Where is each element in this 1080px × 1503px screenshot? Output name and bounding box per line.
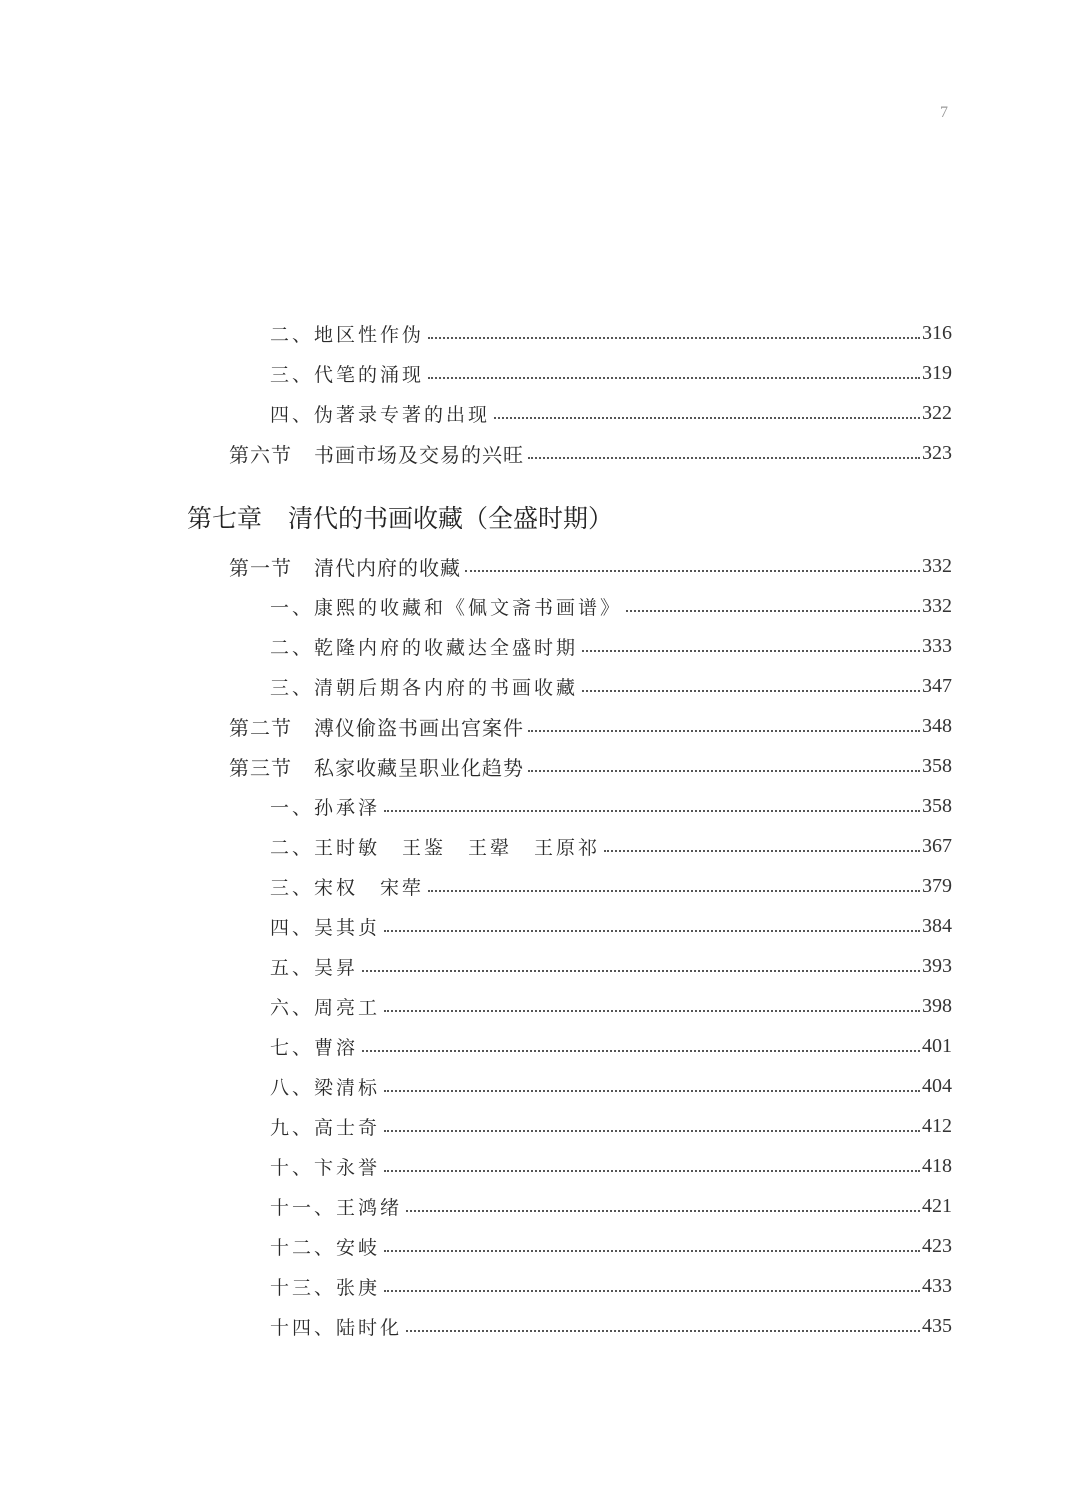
- toc-entry-page: 319: [922, 361, 952, 384]
- chapter-heading[interactable]: [187, 497, 613, 537]
- dot-leader: [406, 1210, 920, 1212]
- toc-entry-page: 404: [922, 1074, 952, 1097]
- toc-entry[interactable]: [270, 353, 952, 393]
- toc-entry-title: 三、宋权 宋荦: [270, 876, 425, 899]
- toc-entry-title: 二、乾隆内府的收藏达全盛时期: [270, 636, 579, 659]
- toc-section[interactable]: [229, 546, 952, 586]
- toc-entry-title: 九、高士奇: [270, 1116, 381, 1139]
- dot-leader: [384, 1170, 920, 1172]
- toc-entry[interactable]: [270, 826, 952, 866]
- toc-entry-title: 二、王时敏 王鉴 王翚 王原祁: [270, 836, 601, 859]
- toc-entry[interactable]: [270, 1146, 952, 1186]
- toc-section[interactable]: [229, 433, 952, 473]
- toc-entry-title: 一、孙承泽: [270, 796, 381, 819]
- dot-leader: [528, 457, 920, 459]
- toc-entry-title: 五、吴昇: [270, 956, 359, 979]
- toc-entry-title: 十四、陆时化: [270, 1316, 403, 1339]
- dot-leader: [465, 570, 920, 572]
- dot-leader: [362, 1050, 920, 1052]
- toc-entry[interactable]: [270, 1106, 952, 1146]
- dot-leader: [384, 1090, 920, 1092]
- dot-leader: [528, 770, 920, 772]
- dot-leader: [384, 1010, 920, 1012]
- section-label: 第六节: [229, 442, 292, 467]
- section-label: 第二节: [229, 715, 292, 740]
- section-page: 323: [922, 441, 952, 464]
- toc-entry-page: 332: [922, 594, 952, 617]
- toc-entry[interactable]: [270, 1066, 952, 1106]
- dot-leader: [494, 417, 920, 419]
- dot-leader: [384, 930, 920, 932]
- toc-entry-title: 十三、张庚: [270, 1276, 381, 1299]
- toc-entry-title: 七、曹溶: [270, 1036, 359, 1059]
- dot-leader: [582, 690, 920, 692]
- dot-leader: [428, 337, 920, 339]
- toc-entry-title: 一、康熙的收藏和《佩文斋书画谱》: [270, 596, 623, 619]
- toc-entry[interactable]: [270, 393, 952, 433]
- toc-entry-page: 418: [922, 1154, 952, 1177]
- section-title: 书画市场及交易的兴旺: [314, 442, 524, 467]
- section-page: 332: [922, 554, 952, 577]
- dot-leader: [528, 730, 920, 732]
- toc-entry-page: 347: [922, 674, 952, 697]
- toc-entry-page: 423: [922, 1234, 952, 1257]
- toc-entry-title: 六、周亮工: [270, 996, 381, 1019]
- dot-leader: [406, 1330, 920, 1332]
- toc-entry[interactable]: [270, 1186, 952, 1226]
- dot-leader: [362, 970, 920, 972]
- toc-entry-title: 四、伪著录专著的出现: [270, 403, 491, 426]
- toc-entry[interactable]: [270, 1026, 952, 1066]
- dot-leader: [582, 650, 920, 652]
- toc-entry[interactable]: [270, 1226, 952, 1266]
- section-title: 私家收藏呈职业化趋势: [314, 755, 524, 780]
- section-label: 第一节: [229, 555, 292, 580]
- toc-entry-page: 433: [922, 1274, 952, 1297]
- toc-entry-title: 三、清朝后期各内府的书画收藏: [270, 676, 579, 699]
- toc-entry[interactable]: [270, 866, 952, 906]
- toc-section[interactable]: [229, 706, 952, 746]
- section-title: 溥仪偷盗书画出宫案件: [314, 715, 524, 740]
- chapter-label: 第七章: [187, 504, 263, 533]
- toc-entry[interactable]: [270, 1266, 952, 1306]
- toc-entry-title: 四、吴其贞: [270, 916, 381, 939]
- toc-entry-page: 333: [922, 634, 952, 657]
- toc-section[interactable]: [229, 746, 952, 786]
- toc-entry-title: 八、梁清标: [270, 1076, 381, 1099]
- dot-leader: [626, 610, 920, 612]
- toc-entry[interactable]: [270, 666, 952, 706]
- toc-entry-page: 421: [922, 1194, 952, 1217]
- toc-entry[interactable]: [270, 786, 952, 826]
- dot-leader: [384, 1290, 920, 1292]
- toc-entry-page: 367: [922, 834, 952, 857]
- toc-entry-page: 435: [922, 1314, 952, 1337]
- toc-entry[interactable]: [270, 586, 952, 626]
- toc-entry-title: 十二、安岐: [270, 1236, 381, 1259]
- dot-leader: [384, 1250, 920, 1252]
- section-title: 清代内府的收藏: [314, 555, 461, 580]
- toc-entry-page: 398: [922, 994, 952, 1017]
- toc-entry-page: 322: [922, 401, 952, 424]
- section-label: 第三节: [229, 755, 292, 780]
- toc-entry[interactable]: [270, 1306, 952, 1346]
- section-page: 348: [922, 714, 952, 737]
- toc-entry[interactable]: [270, 313, 952, 353]
- toc-entry[interactable]: [270, 946, 952, 986]
- toc-entry[interactable]: [270, 986, 952, 1026]
- toc-entry[interactable]: [270, 626, 952, 666]
- dot-leader: [384, 1130, 920, 1132]
- toc-entry-page: 393: [922, 954, 952, 977]
- toc-entry-page: 412: [922, 1114, 952, 1137]
- dot-leader: [428, 890, 920, 892]
- toc-entry-page: 384: [922, 914, 952, 937]
- dot-leader: [604, 850, 920, 852]
- toc-entry-title: 二、地区性作伪: [270, 323, 425, 346]
- toc-entry-page: 379: [922, 874, 952, 897]
- dot-leader: [384, 810, 920, 812]
- toc-entry-page: 401: [922, 1034, 952, 1057]
- toc-entry-title: 十一、王鸿绪: [270, 1196, 403, 1219]
- page-number: 7: [940, 104, 948, 121]
- toc-entry-page: 316: [922, 321, 952, 344]
- toc-entry-title: 十、卞永誉: [270, 1156, 381, 1179]
- toc-entry-title: 三、代笔的涌现: [270, 363, 425, 386]
- section-page: 358: [922, 754, 952, 777]
- chapter-title: 清代的书画收藏（全盛时期）: [288, 504, 614, 533]
- dot-leader: [428, 377, 920, 379]
- toc-entry[interactable]: [270, 906, 952, 946]
- toc-entry-page: 358: [922, 794, 952, 817]
